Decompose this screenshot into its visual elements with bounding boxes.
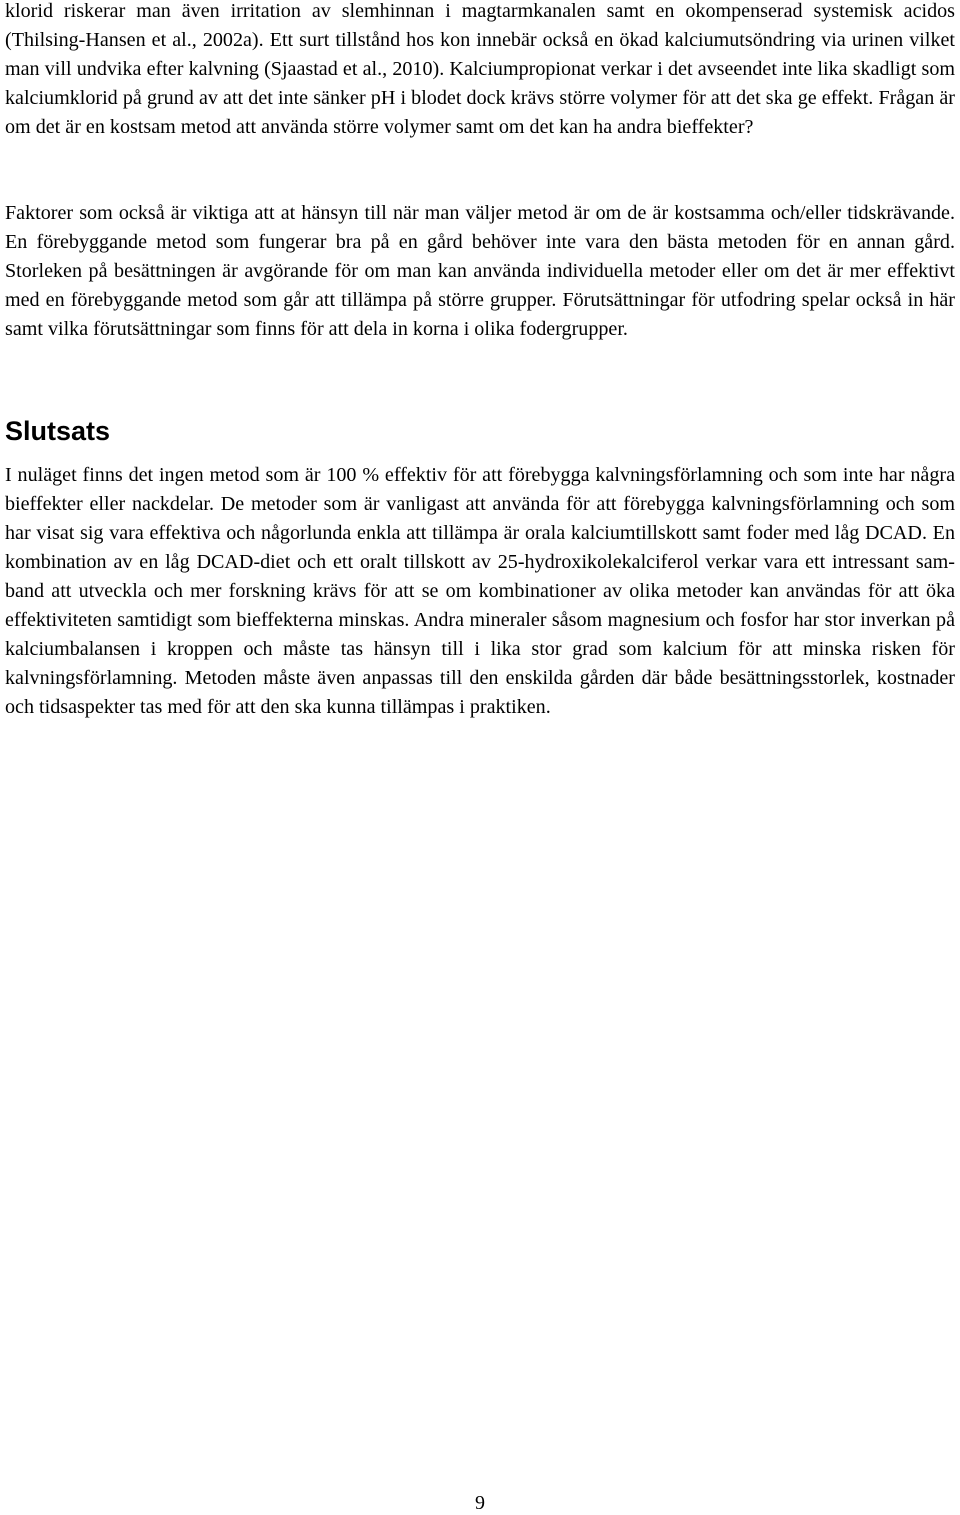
section-heading: Slutsats bbox=[5, 416, 111, 446]
document-page bbox=[5, 0, 955, 1513]
page-number: 9 bbox=[475, 1492, 485, 1514]
conclusion-paragraph: I nuläget finns det ingen metod som är 100 % effektiv för att förebygga kalvningsförlamning och som inte har några bieffekter eller nackdelar. De metoder som är vanligast att använda för att förebygga kalvningsförlamning och som har visat sig vara effektiva och någorlunda enkla att tillämpa är orala kalciumtillskott samt foder med låg DCAD. En kombination av en låg DCAD-diet och ett oralt tillskott av 25-hydroxikolekalciferol verkar vara ett intressant samband att utveckla och mer forskning krävs för att se om kombinationer av olika metoder kan användas för att öka effektiviteten samtidigt som bieffekterna minskas. Andra mineraler såsom magnesium och fosfor har stor inverkan på kalciumbalansen i kroppen och måste tas hänsyn till i lika stor grad som kalcium för att minska risken för kalvningsförlamning. Metoden måste även anpassas till den enskilda gården där både besättningsstorlek, kostnader och tidsaspekter tas med för att den ska kunna tillämpas i praktiken. bbox=[5, 464, 955, 718]
body-paragraph: Faktorer som också är viktiga att at hänsyn till när man väljer metod är om de är kostsamma och/eller tidskrävande. En förebyggande metod som fungerar bra på en gård behöver inte vara den bästa metoden för en annan gård. Storleken på besättningen är avgörande för om man kan använda individuella metoder eller om det är mer effektivt med en förebyggande metod som går att tillämpa på större grupper. Förutsättningar för utfodring spelar också in här samt vilka förutsättningar som finns för att dela in korna i olika fodergrupper. bbox=[5, 202, 955, 340]
body-paragraph: klorid riskerar man även irritation av slemhinnan i magtarmkanalen samt en okompenserad systemisk acidos (Thilsing-Hansen et al., 2002a). Ett surt tillstånd hos kon innebär också en ökad kalciumutsöndring via urinen vilket man vill undvika efter kalvning (Sjaastad et al., 2010). Kalciumpropionat verkar i det avseendet inte lika skadligt som kalciumklorid på grund av att det inte sänker pH i blodet dock krävs större volymer för att det ska ge effekt. Frågan är om det är en kostsam metod att använda större volymer samt om det kan ha andra bieffekter? bbox=[5, 0, 955, 138]
